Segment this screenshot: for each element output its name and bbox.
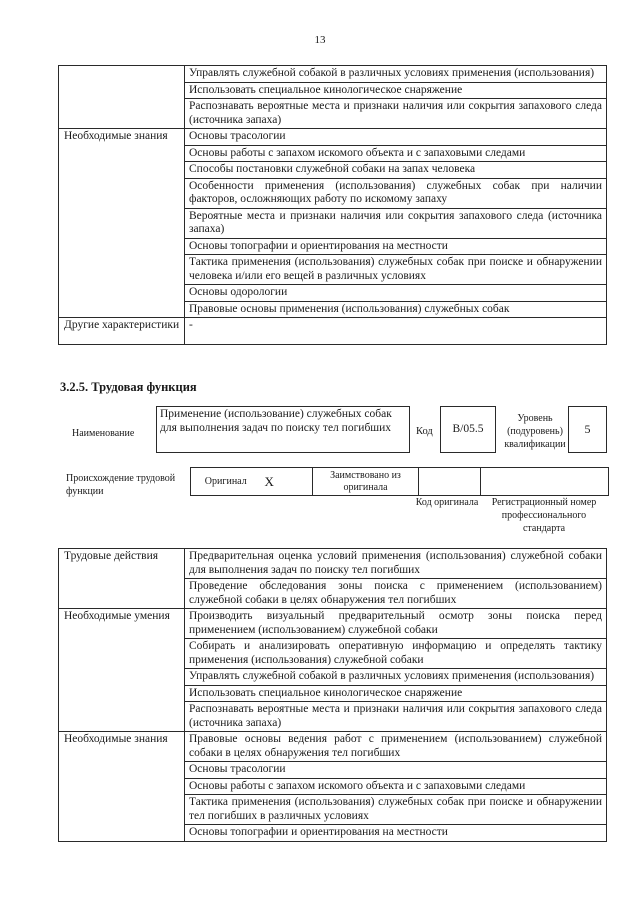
level-value-box <box>568 406 607 453</box>
action-row: Проведение обследования зоны поиска с применением (использованием) служебной собаки в целях обнаружения тел погибших <box>185 579 607 609</box>
knowledge-row: Основы трасологии <box>185 129 607 146</box>
knowledge-label: Необходимые знания <box>59 732 185 842</box>
skill-row: Использовать специальное кинологическое снаряжение <box>185 82 607 99</box>
other-label: Другие характеристики <box>59 318 185 345</box>
skills-label: Необходимые умения <box>59 609 185 732</box>
knowledge-row: Правовые основы ведения работ с применением (использованием) служебной собаки в целях обнаружения тел погибших <box>185 732 607 762</box>
knowledge-row: Особенности применения (использования) служебных собак при наличии факторов, осложняющих работу по искомому запаху <box>185 178 607 208</box>
code-value: B/05.5 <box>452 423 484 435</box>
knowledge-row: Основы одорологии <box>185 285 607 302</box>
section-heading: 3.2.5. Трудовая функция <box>60 380 197 394</box>
skill-row: Распознавать вероятные места и признаки наличия или сокрытия запахового следа (источника запаха) <box>185 702 607 732</box>
function-name-value: Применение (использование) служебных собак для выполнения задач по поиску тел погибших <box>160 408 392 434</box>
registration-number-cell <box>481 468 609 496</box>
page-number: 13 <box>314 34 326 46</box>
code-caption: Код оригинала <box>415 497 479 508</box>
knowledge-row: Правовые основы применения (использования) служебных собак <box>185 301 607 318</box>
skill-row: Управлять служебной собакой в различных условиях применения (использования) <box>185 66 607 83</box>
skill-row: Распознавать вероятные места и признаки наличия или сокрытия запахового следа (источника запаха) <box>185 99 607 129</box>
actions-label: Трудовые действия <box>59 549 185 609</box>
knowledge-row: Тактика применения (использования) служебных собак при поиске и обнаружении тел погибших в различных условиях <box>185 795 607 825</box>
code-label: Код <box>416 426 433 437</box>
knowledge-row: Основы топографии и ориентирования на местности <box>185 238 607 255</box>
action-row: Предварительная оценка условий применения (использования) служебной собаки для выполнения задач по поиску тел погибших <box>185 549 607 579</box>
level-label: Уровень (подуровень) квалификации <box>504 413 566 450</box>
knowledge-row: Тактика применения (использования) служебных собак при поиске и обнаружении человека и/или его вещей в различных условиях <box>185 255 607 285</box>
knowledge-label: Необходимые знания <box>59 129 185 318</box>
empty-label-cell <box>59 66 185 129</box>
requirements-table-bottom <box>58 548 607 842</box>
knowledge-row: Основы работы с запахом искомого объекта и с запаховыми следами <box>185 145 607 162</box>
origin-table <box>190 467 609 496</box>
knowledge-row: Способы постановки служебной собаки на запах человека <box>185 162 607 179</box>
original-code-cell <box>419 468 481 496</box>
knowledge-row: Основы работы с запахом искомого объекта и с запаховыми следами <box>185 778 607 795</box>
name-label: Наименование <box>72 428 135 439</box>
skill-row: Управлять служебной собакой в различных условиях применения (использования) <box>185 669 607 686</box>
level-value: 5 <box>584 422 591 436</box>
borrowed-label: Заимствовано из оригинала <box>313 468 419 496</box>
registration-caption: Регистрационный номер профессионального стандарта <box>491 497 597 534</box>
original-mark: X <box>261 468 313 496</box>
original-label: Оригинал <box>191 468 261 496</box>
function-name-box <box>156 406 410 453</box>
code-value-box <box>440 406 496 453</box>
requirements-table-top <box>58 65 607 345</box>
knowledge-row: Основы топографии и ориентирования на местности <box>185 825 607 842</box>
other-value: - <box>185 318 607 345</box>
skill-row: Использовать специальное кинологическое снаряжение <box>185 685 607 702</box>
knowledge-row: Вероятные места и признаки наличия или сокрытия запахового следа (источника запаха) <box>185 208 607 238</box>
skill-row: Производить визуальный предварительный осмотр зоны поиска перед применением (использованием) служебной собаки <box>185 609 607 639</box>
skill-row: Собирать и анализировать оперативную информацию и определять тактику применения (использования) служебной собаки <box>185 639 607 669</box>
origin-label: Происхождение трудовой функции <box>66 473 176 497</box>
knowledge-row: Основы трасологии <box>185 762 607 779</box>
